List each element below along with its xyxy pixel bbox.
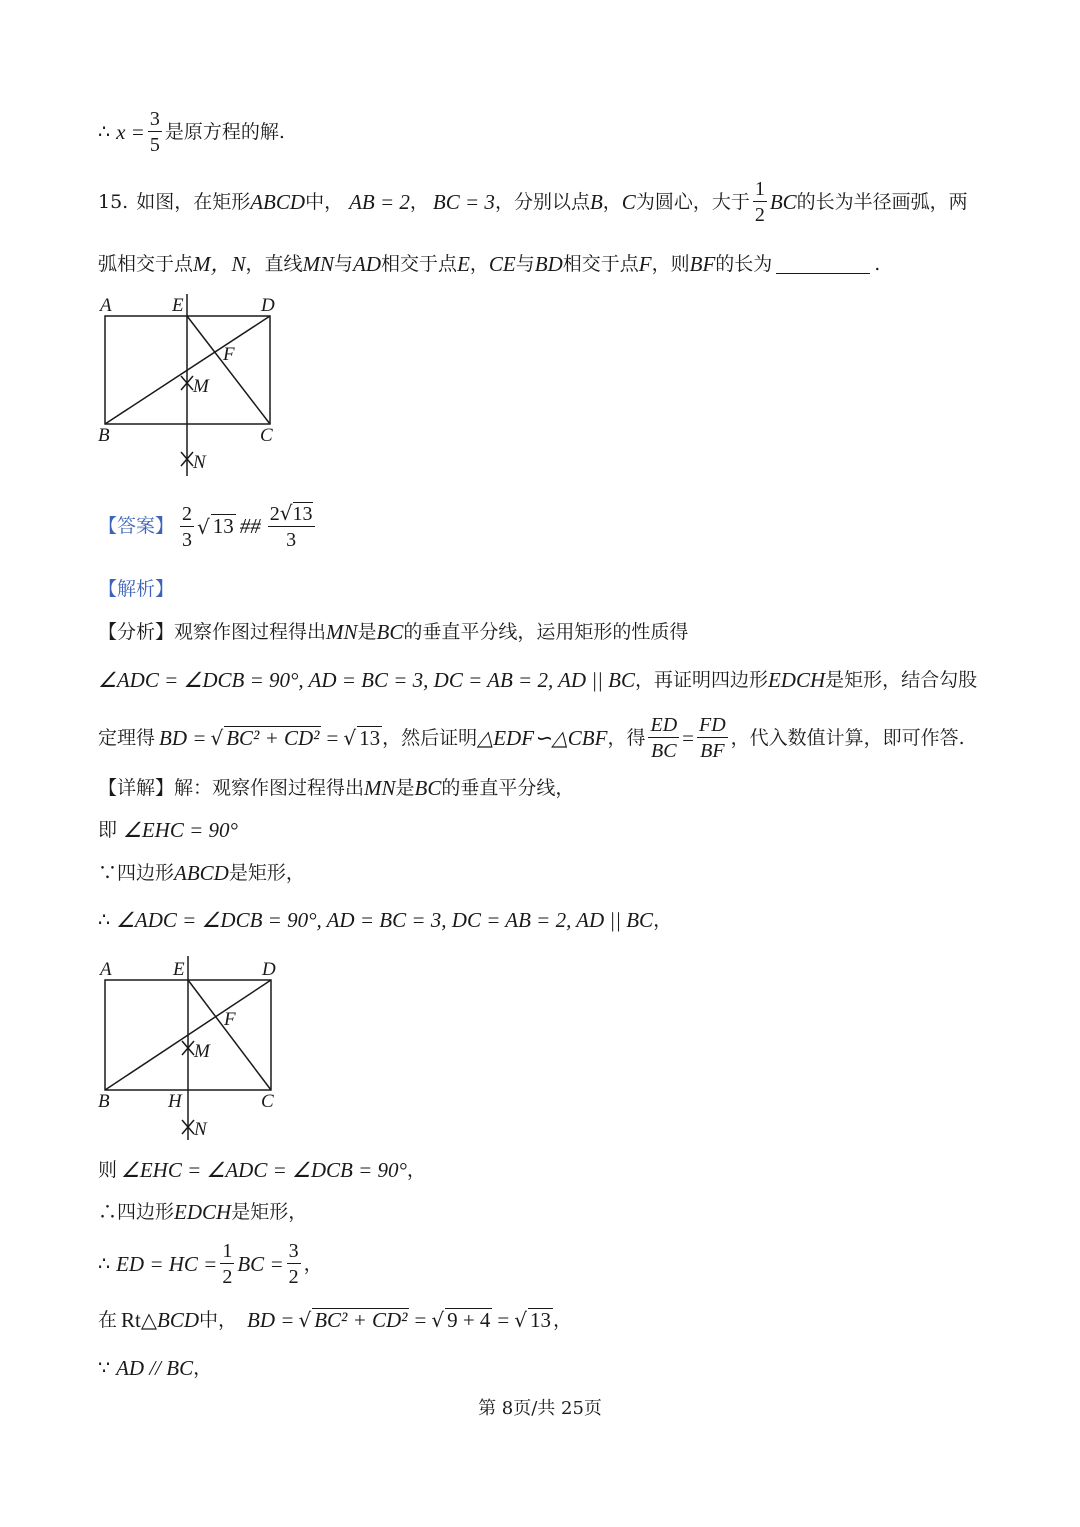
analysis-heading: 【解析】 [98, 578, 175, 600]
label-a: A [100, 295, 112, 316]
detail-line-7: ∴ ED = HC = $\frac{1}{2}$ BC = $\frac{3}{2}$ ， [98, 1240, 323, 1288]
answer-label: 【答案】 [98, 515, 175, 537]
detail-line-4: ∴ ∠ADC = ∠DCB = 90°, AD = BC = 3, DC = AB = 2, AD || BC ， [98, 908, 673, 932]
label-c: C [260, 425, 273, 446]
analysis-line-1: 【分析】 观察作图过程得出 MN 是 BC 的垂直平分线，运用矩形的性质得 [98, 620, 689, 644]
label-m: M [193, 376, 209, 397]
detail-label: 【详解】 [98, 777, 175, 799]
label-d: D [262, 959, 276, 980]
label-e: E [172, 295, 184, 316]
label-b: B [98, 425, 110, 446]
fraction-half: $\frac{1}{2}$ [754, 178, 765, 226]
label-n: N [193, 452, 206, 473]
detail-line-3: ∵四边形 ABCD 是矩形， [98, 861, 305, 885]
answer-blank [776, 255, 870, 274]
problem-15-line-2: 弧相交于点 M，N ，直线 MN 与 AD 相交于点 E ， CE 与 BD 相交于点 F ，则 BF 的长为 . [98, 252, 881, 276]
detail-line-8: 在 Rt△ BCD 中， BD = √ BC² + CD² = √ 9 + 4 = √ 13 ， [98, 1307, 573, 1333]
analysis-label: 【分析】 [98, 621, 175, 643]
detail-line-9: ∵ AD // BC ， [98, 1356, 213, 1380]
detail-line-1: 【详解】 解：观察作图过程得出 MN 是 BC 的垂直平分线， [98, 776, 575, 800]
solution-conclusion-line [98, 108, 285, 156]
math-lhs: x = [116, 119, 145, 144]
label-c: C [261, 1091, 274, 1112]
label-d: D [261, 295, 275, 316]
label-b: B [98, 1091, 110, 1112]
label-m: M [194, 1041, 210, 1062]
detail-line-6: ∴四边形 EDCH 是矩形， [98, 1200, 308, 1224]
geometry-figure-1 [90, 290, 310, 485]
label-f: F [223, 344, 235, 365]
geometry-figure-2 [90, 954, 310, 1149]
detail-line-5: 则 ∠EHC = ∠ADC = ∠DCB = 90° ， [98, 1158, 426, 1182]
fraction: $\frac{3}{5}$ [149, 108, 160, 156]
conclusion-text: 是原方程的解. [164, 120, 285, 143]
page-footer: 第 8页/共 25页 [478, 1398, 602, 1419]
label-a: A [100, 959, 112, 980]
problem-15-line-1: 15. 如图，在矩形 ABCD 中， AB = 2 ， BC = 3 ，分别以点 B ， C 为圆心，大于 $\frac{1}{2}$ BC 的长为半径画弧，两 [98, 178, 968, 226]
segment-ce [187, 316, 270, 424]
label-e: E [173, 959, 185, 980]
label-f: F [224, 1009, 236, 1030]
therefore-symbol: ∴ [98, 120, 111, 143]
analysis-line-2: ∠ADC = ∠DCB = 90°, AD = BC = 3, DC = AB = 2, AD || BC ，再证明四边形 EDCH 是矩形，结合勾股 [98, 668, 978, 692]
label-h: H [168, 1091, 182, 1112]
label-n: N [194, 1119, 207, 1140]
answer-line: 【答案】 $\frac{2}{3}$ √ 13 ## $\frac{2√13}{3}$ [98, 501, 313, 551]
segment-ce [188, 980, 271, 1090]
problem-number: 15. [98, 190, 129, 213]
analysis-line-3: 定理得 BD = √ BC² + CD² = √ 13 ，然后证明 △EDF∽△CBF ，得 $\frac{ED}{BC}$ = $\frac{FD}{BF}$ ，代入数值计算，即可作答. [98, 714, 965, 762]
detail-line-2: 即 ∠EHC = 90° [98, 818, 238, 842]
